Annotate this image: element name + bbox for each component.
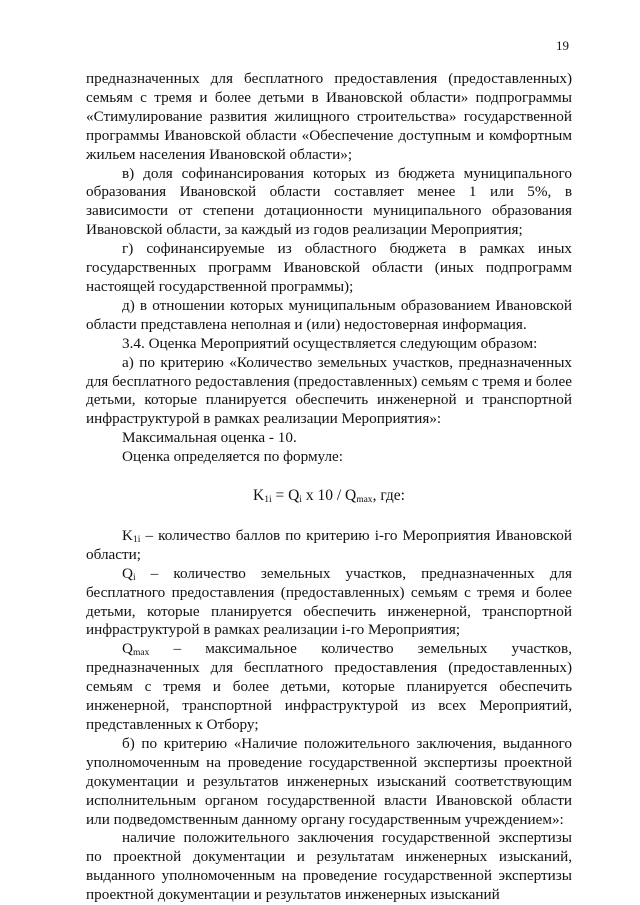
- paragraph-3: г) софинансируемые из областного бюджета в рамках иных государственных программ Ивановской области (иных подпрограмм настоящей государственной программы);: [86, 240, 572, 295]
- paragraph-7: Максимальная оценка - 10.: [122, 429, 297, 447]
- formula-eq: =: [271, 487, 289, 505]
- formula-k-sub: 1i: [264, 495, 272, 506]
- document-body: [86, 70, 572, 905]
- term-k: K: [122, 526, 133, 544]
- paragraph-5: 3.4. Оценка Мероприятий осуществляется следующим образом:: [122, 334, 538, 352]
- definition-qmax: – максимальное количество земельных участков, предназначенных для бесплатного предоставления (предоставленных) семьям с тремя и более детьми, которые планируется обеспечить инженерной, транспортной инфраструктурой из всех Мероприятий, представленных к Отбору;: [86, 640, 572, 733]
- term-k-sub: 1i: [132, 534, 141, 545]
- term-qmax: Q: [122, 640, 133, 658]
- formula-mid: x 10 /: [301, 487, 345, 505]
- formula-k: K: [253, 487, 265, 505]
- paragraph-q-definition: [86, 565, 572, 641]
- paragraph-1: предназначенных для бесплатного предоставления (предоставленных) семьям с тремя и более детьми в Ивановской области» подпрограммы «Стимулирование развития жилищного строительства» государственной программы Ивановской области «Обеспечение доступным и комфортным жильем населения Ивановской области»;: [86, 70, 572, 163]
- formula-q: Q: [288, 487, 300, 505]
- paragraph-k-definition: [86, 527, 572, 565]
- formula-q-sub: i: [299, 495, 302, 506]
- formula-tail: , где:: [372, 487, 405, 505]
- formula-qmax-sub: max: [356, 495, 373, 506]
- term-q: Q: [122, 564, 133, 582]
- paragraph-qmax-definition: [86, 640, 572, 735]
- formula-qmax: Q: [345, 487, 357, 505]
- paragraph-8: Оценка определяется по формуле:: [122, 448, 344, 466]
- paragraph-6: а) по критерию «Количество земельных участков, предназначенных для бесплатного редоставления (предоставленных) семьям с тремя и более детьми, которые планируется обеспечить инженерной и транспортной инфраструктурой в рамках реализации Мероприятия»:: [86, 353, 572, 428]
- paragraph-2: в) доля софинансирования которых из бюджета муниципального образования Ивановской области составляет менее 1 или 5%, в зависимости от степени дотационности муниципального образования Ивановской области, за каждый из годов реализации Мероприятия;: [86, 164, 572, 239]
- page-number: 19: [556, 38, 569, 53]
- term-qmax-sub: max: [132, 648, 150, 659]
- paragraph-4: д) в отношении которых муниципальным образованием Ивановской области представлена неполная и (или) недостоверная информация.: [86, 296, 572, 333]
- definition-q: – количество земельных участков, предназначенных для бесплатного предоставления (предоставленных) семьям с тремя и более детьми, которые планируется обеспечить инженерной, транспортной инфраструктурой в рамках реализации i-го Мероприятия;: [86, 564, 572, 639]
- term-q-sub: i: [132, 572, 136, 583]
- formula: [86, 487, 572, 506]
- paragraph-13: наличие положительного заключения государственной экспертизы по проектной документации и результатам инженерных изысканий, выданного уполномоченным на проведение государственной экспертизы проектной документации и результатов инженерных изысканий: [86, 829, 572, 904]
- definition-k: – количество баллов по критерию i-го Мероприятия Ивановской области;: [86, 526, 572, 563]
- paragraph-12: б) по критерию «Наличие положительного заключения, выданного уполномоченным на проведение государственной экспертизы проектной документации и результатов инженерных изысканий соответствующим исполнительным органом государственной власти Ивановской области или подведомственным данному органу государственным учреждением»:: [86, 734, 572, 828]
